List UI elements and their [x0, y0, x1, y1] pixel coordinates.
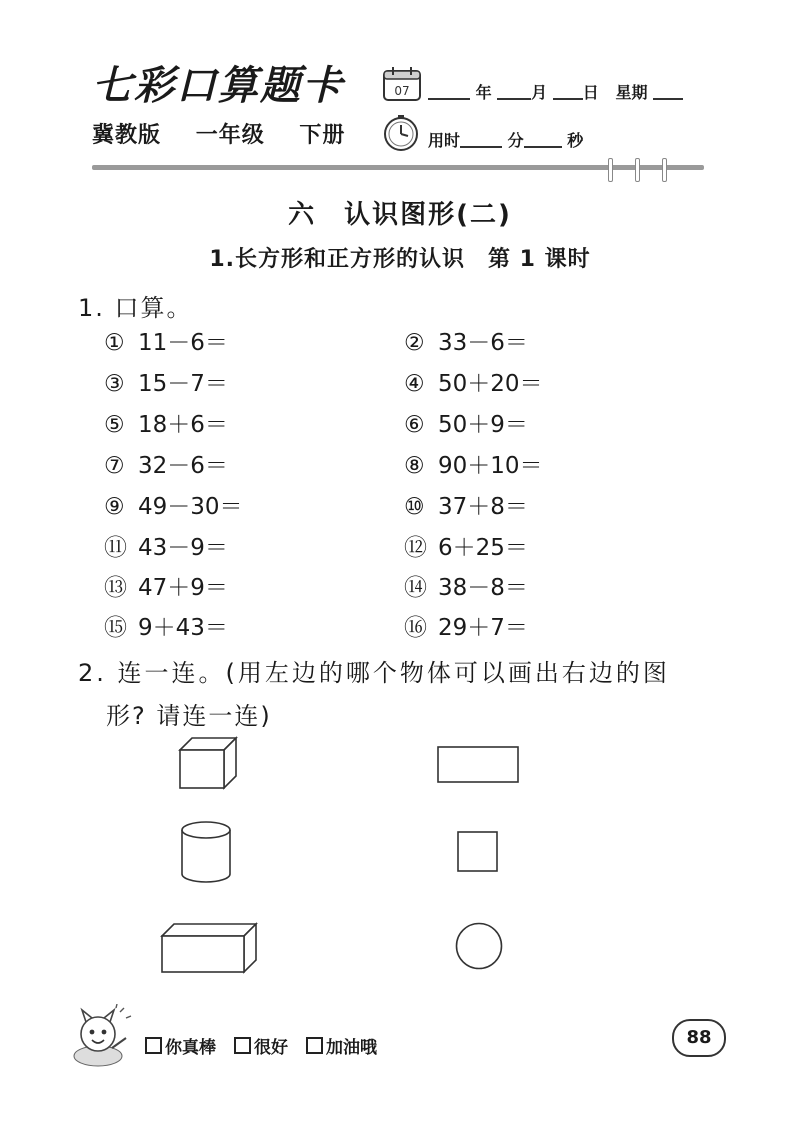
binder-ring — [635, 158, 640, 182]
day-blank[interactable] — [553, 84, 583, 100]
problem-expression: 32－6＝ — [138, 453, 228, 479]
problem — [104, 611, 228, 645]
problem-expression: 38－8＝ — [438, 575, 528, 601]
problem-number: ⑤ — [104, 412, 125, 438]
rectangle-shape[interactable] — [437, 746, 521, 784]
problem-expression: 90＋10＝ — [438, 453, 543, 479]
problem-expression: 6＋25＝ — [438, 535, 528, 561]
edition-publisher: 冀教版 — [92, 123, 162, 148]
chapter-title: 六 认识图形(二) — [288, 200, 512, 230]
problem — [104, 490, 243, 524]
edition-volume: 下册 — [299, 123, 346, 148]
problem — [104, 449, 228, 483]
square-shape[interactable] — [457, 831, 499, 873]
problem — [104, 367, 228, 401]
second-blank[interactable] — [524, 132, 562, 148]
problem — [104, 326, 228, 360]
cuboid-shape[interactable] — [160, 922, 258, 974]
calendar-icon — [382, 66, 422, 102]
year-blank[interactable] — [428, 84, 470, 100]
problem-number: ⑪ — [104, 535, 127, 561]
problem — [404, 367, 543, 401]
minute-blank[interactable] — [460, 132, 502, 148]
problem-expression: 11－6＝ — [138, 330, 228, 356]
clock-icon — [382, 114, 420, 152]
month-label: 月 — [531, 83, 548, 102]
problem-expression: 9＋43＝ — [138, 615, 228, 641]
minute-label: 分 — [507, 131, 524, 150]
question-2-line-2: 形? 请连一连) — [106, 702, 272, 730]
date-fields — [428, 80, 683, 103]
problem-expression: 50＋20＝ — [438, 371, 543, 397]
problem — [404, 531, 528, 565]
problem-expression: 29＋7＝ — [438, 615, 528, 641]
question-1-heading: 1. 口算。 — [78, 294, 193, 322]
binder-ring — [608, 158, 613, 182]
problem-number: ⑫ — [404, 535, 427, 561]
second-label: 秒 — [567, 131, 584, 150]
problem-expression: 33－6＝ — [438, 330, 528, 356]
problem-number: ⑧ — [404, 453, 425, 479]
weekday-blank[interactable] — [653, 84, 683, 100]
rating-label: 加油哦 — [326, 1038, 377, 1058]
problem — [104, 408, 228, 442]
calendar-day: 07 — [394, 84, 410, 98]
problem-number: ⑦ — [104, 453, 125, 479]
problem-number: ② — [404, 330, 425, 356]
checkbox[interactable] — [306, 1037, 323, 1054]
problem-expression: 50＋9＝ — [438, 412, 528, 438]
edition-line — [92, 118, 371, 149]
problem — [404, 326, 528, 360]
month-blank[interactable] — [497, 84, 531, 100]
mascot-icon — [68, 1004, 134, 1070]
problem-expression: 47＋9＝ — [138, 575, 228, 601]
rating-option-great[interactable] — [145, 1033, 216, 1058]
year-label: 年 — [475, 83, 492, 102]
circle-shape[interactable] — [455, 922, 505, 972]
problem-number: ③ — [104, 371, 125, 397]
problem — [104, 571, 228, 605]
problem-number: ⑨ — [104, 494, 125, 520]
problem-number: ⑩ — [404, 494, 425, 520]
problem-expression: 43－9＝ — [138, 535, 228, 561]
problem-number: ⑬ — [104, 575, 127, 601]
problem-expression: 18＋6＝ — [138, 412, 228, 438]
rating-label: 你真棒 — [165, 1038, 216, 1058]
rating-label: 很好 — [254, 1038, 288, 1058]
checkbox[interactable] — [234, 1037, 251, 1054]
weekday-label: 星期 — [615, 83, 648, 102]
problem — [404, 408, 528, 442]
brand-title: 七彩口算题卡 — [92, 63, 344, 109]
problem-number: ① — [104, 330, 125, 356]
rating-option-good[interactable] — [234, 1033, 288, 1058]
page-number: 88 — [672, 1019, 726, 1057]
rating-option-keep-trying[interactable] — [306, 1033, 377, 1058]
problem-number: ④ — [404, 371, 425, 397]
question-2-line-1: 2. 连一连。(用左边的哪个物体可以画出右边的图 — [78, 659, 670, 687]
problem — [404, 611, 528, 645]
problem — [404, 490, 528, 524]
checkbox[interactable] — [145, 1037, 162, 1054]
time-used-label: 用时 — [428, 131, 461, 150]
problem-expression: 15－7＝ — [138, 371, 228, 397]
problem — [404, 571, 528, 605]
binder-ring — [662, 158, 667, 182]
problem-number: ⑯ — [404, 615, 427, 641]
lesson-title: 1.长方形和正方形的认识 第 1 课时 — [209, 247, 591, 272]
problem-expression: 49－30＝ — [138, 494, 243, 520]
problem — [404, 449, 543, 483]
problem-expression: 37＋8＝ — [438, 494, 528, 520]
problem-number: ⑥ — [404, 412, 425, 438]
problem-number: ⑮ — [104, 615, 127, 641]
time-fields — [428, 128, 583, 151]
edition-grade: 一年级 — [195, 123, 265, 148]
problem — [104, 531, 228, 565]
problem-number: ⑭ — [404, 575, 427, 601]
day-label: 日 — [582, 83, 599, 102]
cube-shape[interactable] — [178, 736, 238, 790]
cylinder-shape[interactable] — [180, 820, 232, 884]
